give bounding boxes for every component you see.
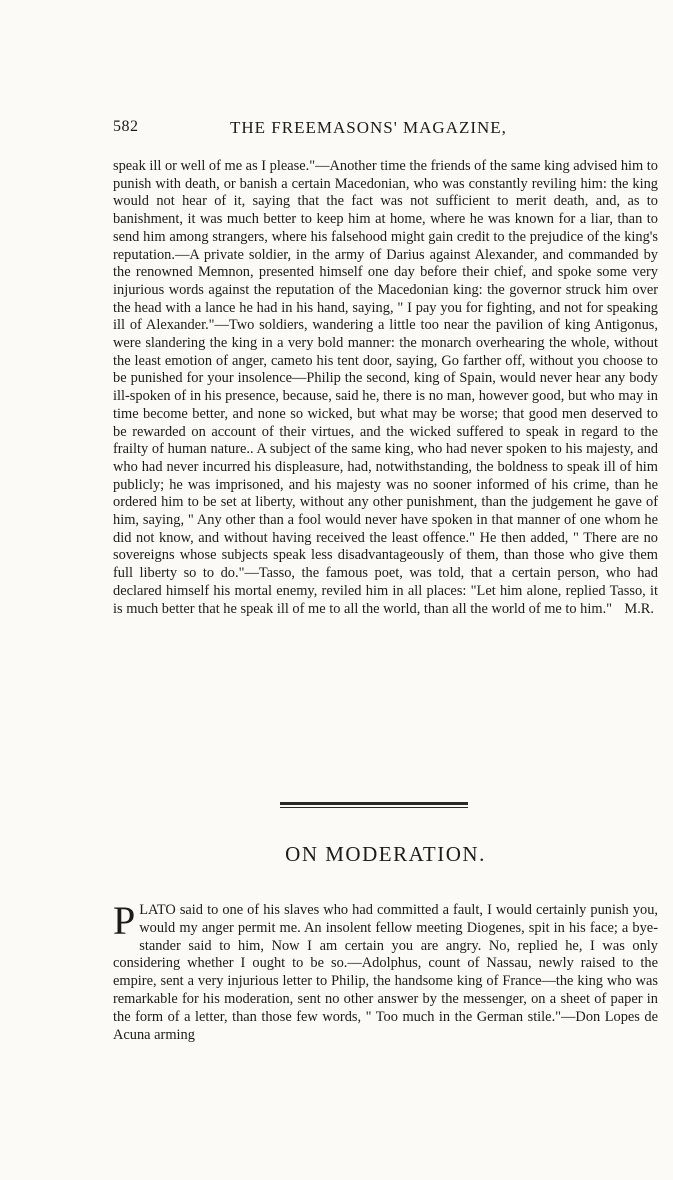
page-number: 582 [113, 118, 139, 135]
author-signature: M.R. [624, 600, 654, 617]
section-divider [280, 802, 468, 808]
divider-thin-rule [280, 807, 468, 808]
divider-thick-rule [280, 802, 468, 805]
running-title: THE FREEMASONS' MAGAZINE, [230, 118, 507, 137]
drop-cap: P [113, 898, 136, 943]
article-text [113, 898, 658, 1044]
article-title: ON MODERATION. [285, 842, 486, 866]
page-header [113, 118, 658, 140]
previous-article-text [113, 158, 658, 618]
previous-article-body: speak ill or well of me as I please."—Another time the friends of the same king advised him to punish with death, or banish a certain Macedonian, who was constantly reviling him: the king would not hear of it, saying that the fact was not sufficient to merit death, and, as to banishment, it was much better to keep him at home, where he was known for a liar, than to send him among strangers, where his falsehood might gain credit to the prejudice of the king's reputation.—A private soldier, in the army of Darius against Alexander, and commanded by the renowned Memnon, presented himself one day before their chief, and spoke some very injurious words against the reputation of the Macedonian king: the governor struck him over the head with a lance he had in his hand, saying, " I pay you for fighting, and not for speaking ill of Alexander."—Two soldiers, wandering a little too near the pavilion of king Antigonus, were slandering the king in a very bold manner: the monarch overhearing the whole, without the least emotion of anger, cameto his tent door, saying, Go farther off, without you choose to be punished for your insolence—Philip the second, king of Spain, would never hear any body ill-spoken of in his presence, because, said he, there is no man, however good, but who may in time become better, and none so wicked, but what may be worse; that good men deserved to be rewarded on account of their virtues, and the wicked suffered to speak in regard to the frailty of human nature.. A subject of the same king, who had never spoken to his majesty, and who had never incurred his displeasure, had, notwithstanding, the boldness to speak ill of him publicly; he was imprisoned, and his majesty was no sooner informed of his crime, than he ordered him to be set at liberty, without any other punishment, than the judgement he gave of him, saying, " Any other than a fool would never have spoken in that manner of one whom he did not know, and without having received the least offence." He then added, " There are no sovereigns whose subjects speak less disadvantageously of them, than those who give them full liberty so to do."—Tasso, the famous poet, was told, that a certain person, who had declared himself his mortal enemy, reviled him in all places: "Let him alone, replied Tasso, it is much better that he speak ill of me to all the world, than all the world of me to him." [113, 158, 658, 617]
article-body: LATO said to one of his slaves who had committed a fault, I would certainly punish you, would my anger permit me. An insolent fellow meeting Diogenes, spit in his face; a bye-stander said to him, Now I am certain you are angry. No, replied he, I was only considering whether I ought to be so.—Adolphus, count of Nassau, newly raised to the empire, sent a very injurious letter to Philip, the handsome king of France—the king who was remarkable for his moderation, sent no other answer by the messenger, on a sheet of paper in the form of a letter, than those few words, " Too much in the German stile."—Don Lopes de Acuna arming [113, 902, 658, 1043]
